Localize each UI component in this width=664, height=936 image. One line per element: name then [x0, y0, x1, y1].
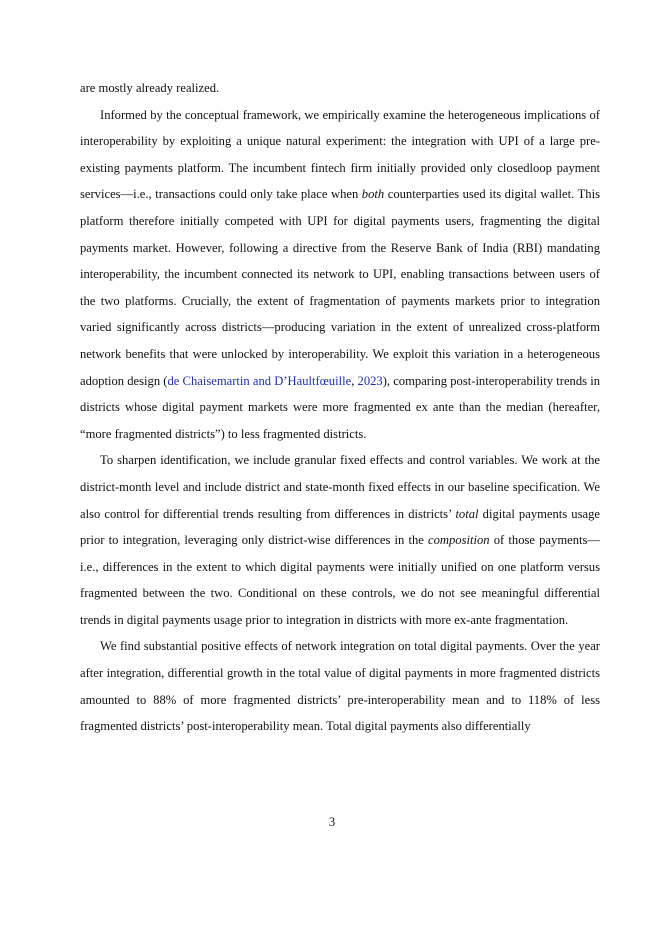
- paragraph: [80, 102, 600, 448]
- paragraph-text: We find substantial positive effects of network integration on total digital payments. Over the year after integration, differential growth in the total value of digital payments in more fragmented districts amounted to 88% of more fragmented districts’ pre-interoperability mean and to 118% of less fragmented districts’ post-interoperability mean. Total digital payments also differentially: [80, 639, 600, 734]
- paragraph-text: ,: [351, 373, 358, 388]
- paragraph-text: Informed by the conceptual framework, we empirically examine the heterogeneous implications of interoperability by exploiting a unique natural experiment: the integration with UPI of a large pre-existing payments platform. The incumbent fintech firm initially provided only closedloop payment services—i.e., transactions could only take place when: [80, 107, 600, 202]
- emphasis-text: composition: [428, 533, 490, 548]
- page-number: 3: [328, 815, 336, 829]
- paragraph-text: ), comparing post-interoperability trends in districts whose digital payment markets were more fragmented ex ante than the median (hereafter, “more fragmented districts”) to less fragmented districts.: [80, 373, 600, 441]
- paragraph: [80, 633, 600, 739]
- paragraph: [80, 447, 600, 633]
- citation-link-authors[interactable]: de Chaisemartin and D’Haultfœuille: [167, 373, 352, 388]
- emphasis-text: both: [361, 187, 385, 202]
- paragraph-text: counterparties used its digital wallet. This platform therefore initially competed with UPI for digital payments users, fragmenting the digital payments market. However, following a directive from the Reserve Bank of India (RBI) mandating interoperability, the incumbent connected its network to UPI, enabling transactions between users of the two platforms. Crucially, the extent of fragmentation of payments markets prior to integration varied significantly across districts—producing variation in the extent of unrealized cross-platform network benefits that were unlocked by interoperability. We exploit this variation in a heterogeneous adoption design (: [80, 187, 600, 388]
- paragraph-text: To sharpen identification, we include granular fixed effects and control variables. We work at the district-month level and include district and state-month fixed effects in our baseline specification. We also control for differential trends resulting from differences in districts’: [80, 453, 600, 521]
- paragraph-text: of those payments—i.e., differences in the extent to which digital payments were initially unified on one platform versus fragmented between the two. Conditional on these controls, we do not see meaningful differential trends in digital payments usage prior to integration in districts with more ex-ante fragmentation.: [80, 533, 600, 627]
- citation-link-year[interactable]: 2023: [357, 373, 383, 388]
- paragraph-text: are mostly already realized.: [80, 81, 220, 95]
- paragraph-text: digital payments usage prior to integration, leveraging only district-wise differences in the: [80, 506, 600, 548]
- page-body: [80, 75, 600, 740]
- paragraph: [80, 75, 600, 102]
- emphasis-text: total: [455, 506, 479, 521]
